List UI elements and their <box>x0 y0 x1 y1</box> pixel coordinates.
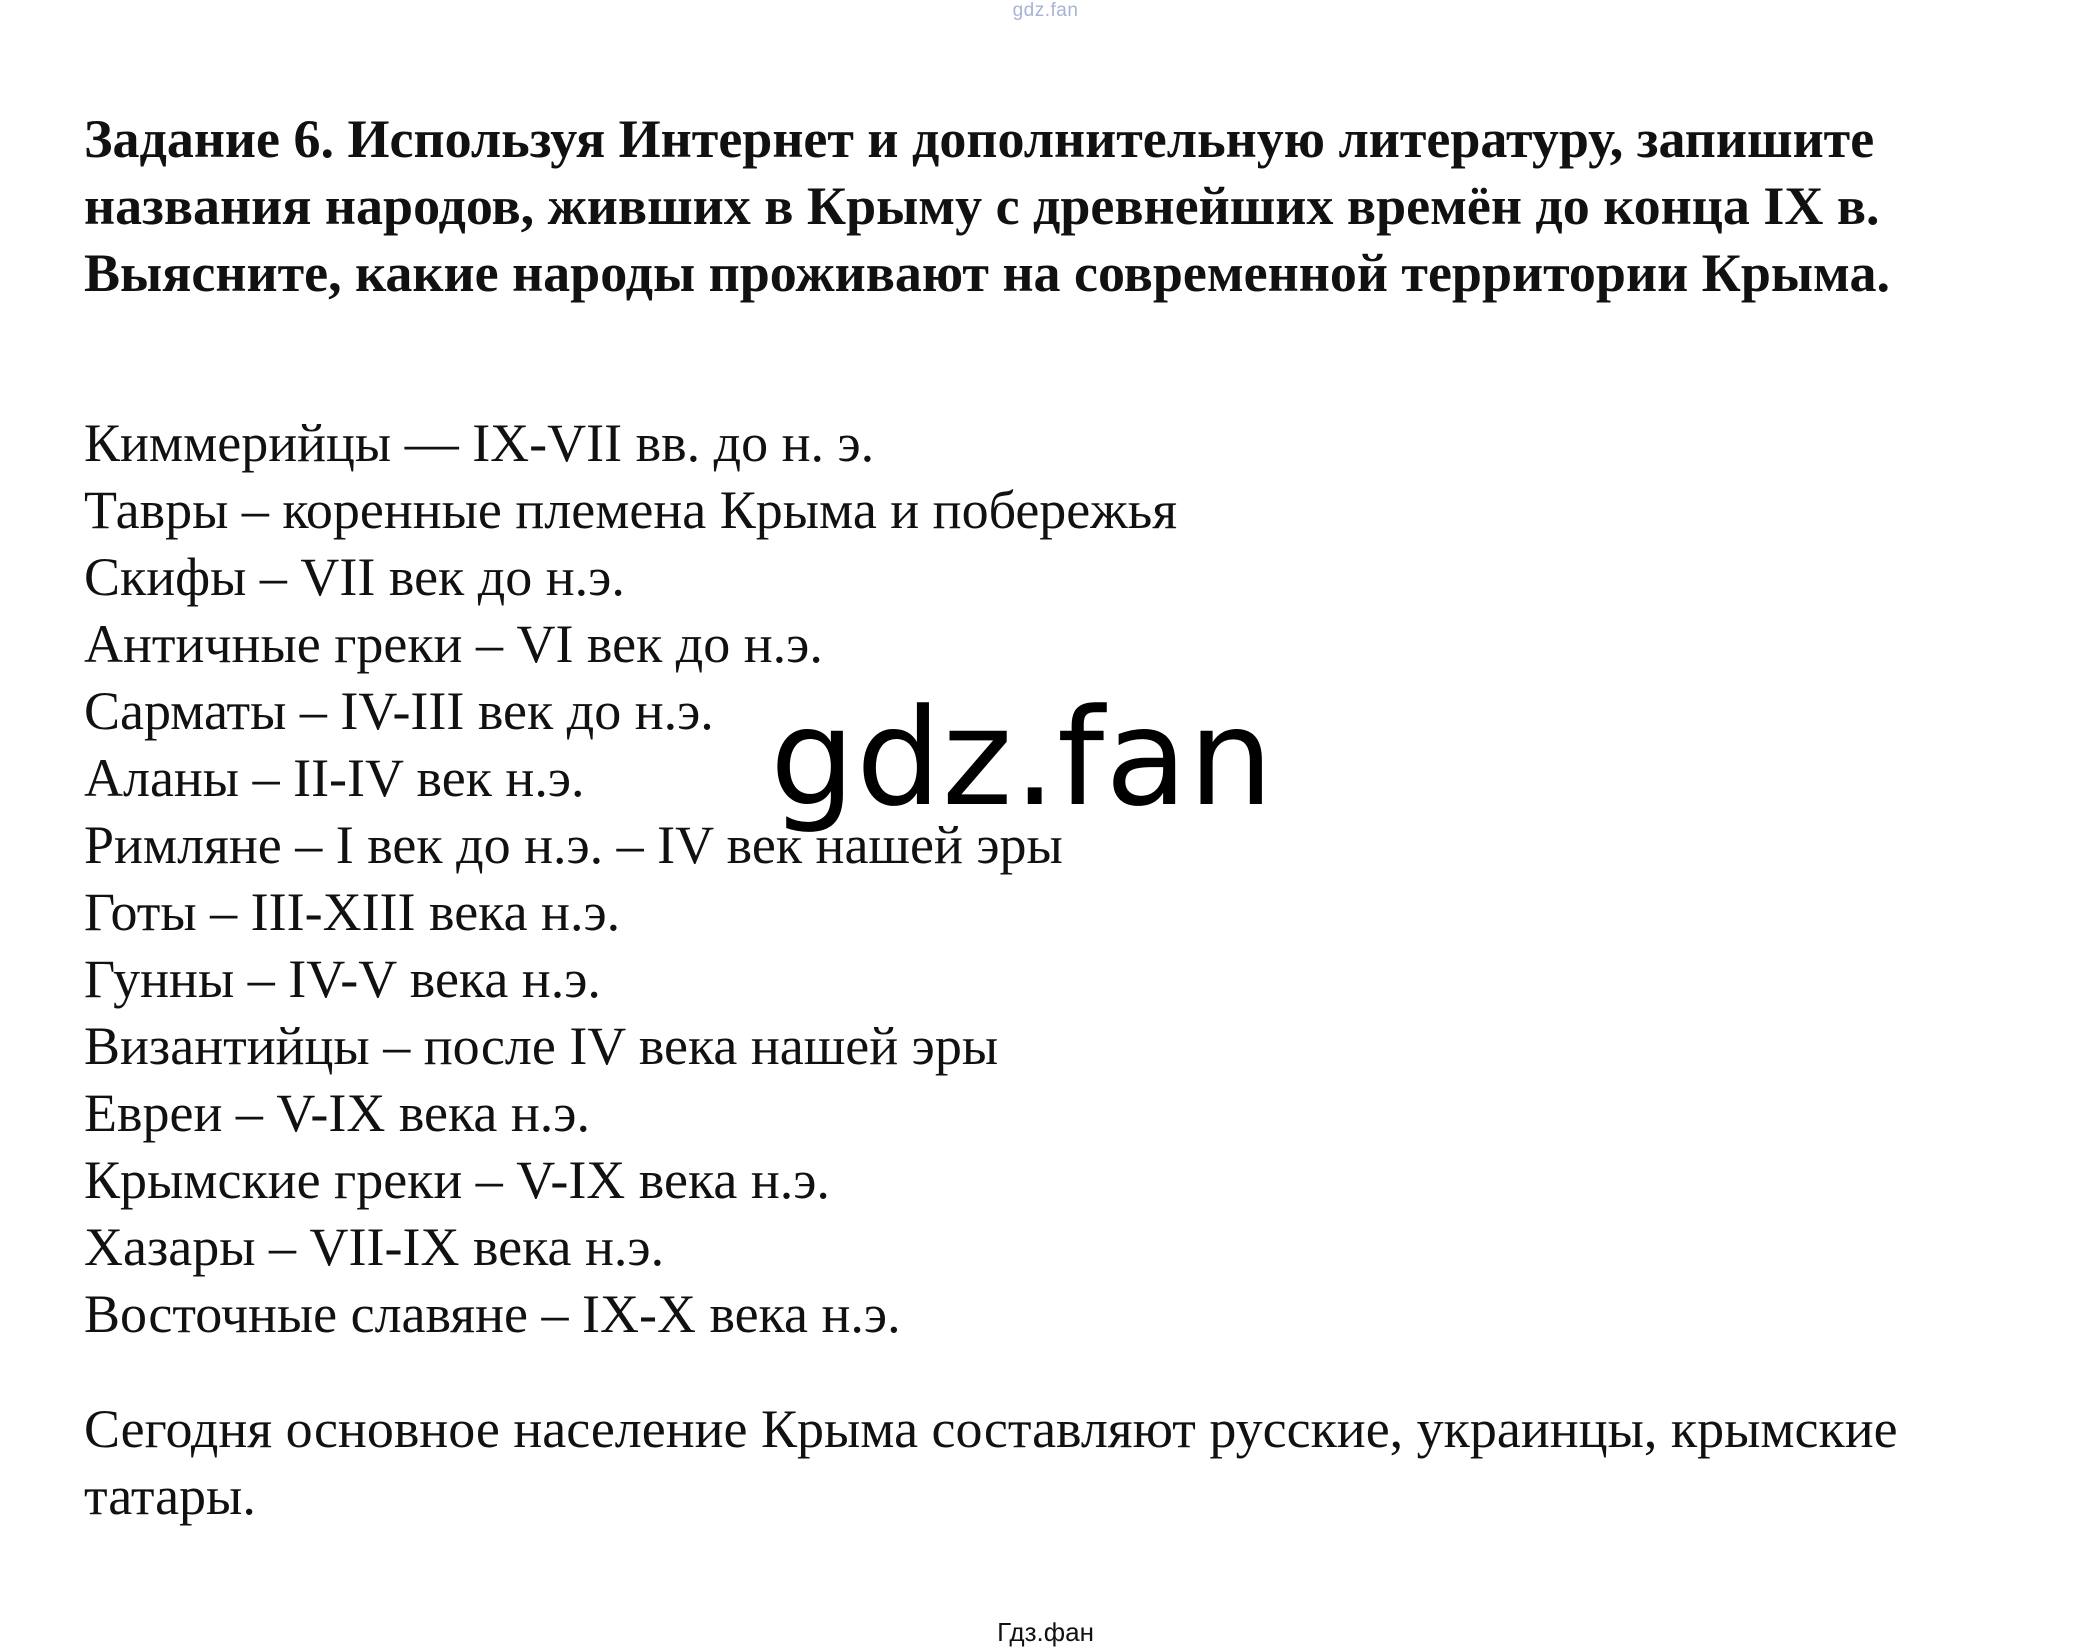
list-item: Готы – III-XIII века н.э. <box>84 882 621 942</box>
task-heading: Задание 6. Используя Интернет и дополнительную литературу, запишите названия народов, живших в Крыму с древнейших времён до конца IX в. Выясните, какие народы проживают на современной территории Крыма. <box>84 109 1890 303</box>
list-item: Скифы – VII век до н.э. <box>84 547 625 607</box>
footer-caption: Гдз.фан <box>997 1617 1094 1647</box>
conclusion-paragraph: Сегодня основное население Крыма составляют русские, украинцы, крымские татары. <box>84 1399 1898 1526</box>
list-item: Римляне – I век до н.э. – IV век нашей эры <box>84 815 1063 875</box>
list-item: Крымские греки – V-IX века н.э. <box>84 1150 830 1210</box>
list-item: Античные греки – VI век до н.э. <box>84 614 823 674</box>
list-item: Византийцы – после IV века нашей эры <box>84 1016 999 1076</box>
list-item: Гунны – IV-V века н.э. <box>84 949 601 1009</box>
top-watermark: gdz.fan <box>1012 0 1079 21</box>
center-watermark: gdz.fan <box>770 680 1275 836</box>
list-item: Киммерийцы — IX-VII вв. до н. э. <box>84 413 875 473</box>
list-item: Сарматы – IV-III век до н.э. <box>84 681 714 741</box>
list-item: Восточные славяне – IX-X века н.э. <box>84 1284 901 1344</box>
list-item: Хазары – VII-IX века н.э. <box>84 1217 665 1277</box>
list-item: Евреи – V-IX века н.э. <box>84 1083 590 1143</box>
list-item: Тавры – коренные племена Крыма и побережья <box>84 480 1178 540</box>
list-item: Аланы – II-IV век н.э. <box>84 748 585 808</box>
peoples-list <box>84 410 1177 1348</box>
